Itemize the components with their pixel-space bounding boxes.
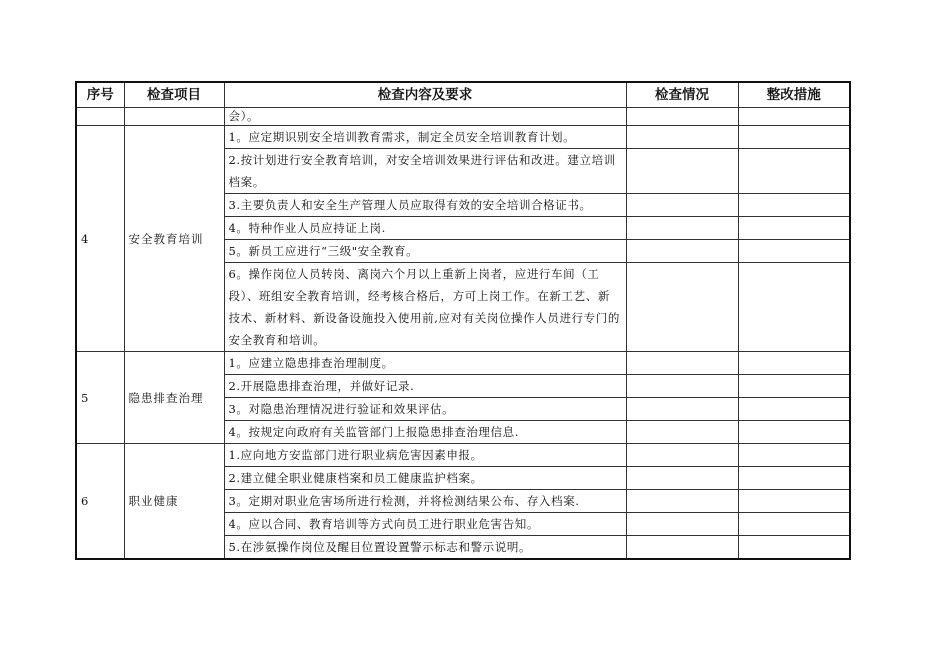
- content-cell: 1。应定期识别安全培训教育需求，制定全员安全培训教育计划。: [224, 126, 626, 149]
- measures-cell: [738, 352, 850, 375]
- status-cell: [626, 194, 738, 217]
- measures-cell: [738, 375, 850, 398]
- measures-cell: [738, 398, 850, 421]
- status-cell: [626, 536, 738, 560]
- content-cell: 1.应向地方安监部门进行职业病危害因素申报。: [224, 444, 626, 467]
- table-row: [76, 444, 850, 467]
- measures-cell: [738, 263, 850, 352]
- section-number: 4: [76, 126, 124, 352]
- table-row: [76, 126, 850, 149]
- content-cell: 6。操作岗位人员转岗、离岗六个月以上重新上岗者，应进行车间（工段）、班组安全教育培训，经考核合格后，方可上岗工作。在新工艺、新技术、新材料、新设备设施投入使用前,应对有关岗位操作人员进行专门的安全教育和培训。: [224, 263, 626, 352]
- measures-cell: [738, 444, 850, 467]
- content-cell: 5。新员工应进行“三级"安全教育。: [224, 240, 626, 263]
- status-cell: [626, 240, 738, 263]
- status-cell: [626, 398, 738, 421]
- number-cell: [76, 108, 124, 126]
- status-cell: [626, 513, 738, 536]
- measures-cell: [738, 421, 850, 444]
- status-cell: [626, 421, 738, 444]
- table-row: [76, 352, 850, 375]
- content-cell: 5.在涉氨操作岗位及醒目位置设置警示标志和警示说明。: [224, 536, 626, 560]
- measures-cell: [738, 240, 850, 263]
- status-cell: [626, 490, 738, 513]
- status-cell: [626, 375, 738, 398]
- measures-cell: [738, 149, 850, 194]
- header-item: 检查项目: [124, 82, 224, 108]
- measures-cell: [738, 490, 850, 513]
- content-cell: 3.主要负责人和安全生产管理人员应取得有效的安全培训合格证书。: [224, 194, 626, 217]
- inspection-table: [75, 81, 851, 560]
- content-cell: 4。特种作业人员应持证上岗.: [224, 217, 626, 240]
- status-cell: [626, 263, 738, 352]
- header-number: 序号: [76, 82, 124, 108]
- content-cell: 1。应建立隐患排查治理制度。: [224, 352, 626, 375]
- section-number: 6: [76, 444, 124, 560]
- measures-cell: [738, 108, 850, 126]
- measures-cell: [738, 513, 850, 536]
- status-cell: [626, 108, 738, 126]
- content-cell: 4。按规定向政府有关监管部门上报隐患排查治理信息.: [224, 421, 626, 444]
- content-cell: 3。定期对职业危害场所进行检测，并将检测结果公布、存入档案.: [224, 490, 626, 513]
- header-content: 检查内容及要求: [224, 82, 626, 108]
- content-cell: 2.按计划进行安全教育培训，对安全培训效果进行评估和改进。建立培训档案。: [224, 149, 626, 194]
- content-cell: 2.建立健全职业健康档案和员工健康监护档案。: [224, 467, 626, 490]
- status-cell: [626, 126, 738, 149]
- section-number: 5: [76, 352, 124, 444]
- header-measures: 整改措施: [738, 82, 850, 108]
- section-item: 安全教育培训: [124, 126, 224, 352]
- content-cell: 会）。: [224, 108, 626, 126]
- status-cell: [626, 444, 738, 467]
- status-cell: [626, 467, 738, 490]
- status-cell: [626, 217, 738, 240]
- section-item: 隐患排查治理: [124, 352, 224, 444]
- content-cell: 2.开展隐患排查治理，并做好记录.: [224, 375, 626, 398]
- measures-cell: [738, 536, 850, 560]
- table-header-row: [76, 82, 850, 108]
- header-status: 检查情况: [626, 82, 738, 108]
- status-cell: [626, 352, 738, 375]
- table-row: [76, 108, 850, 126]
- status-cell: [626, 149, 738, 194]
- measures-cell: [738, 467, 850, 490]
- section-item: 职业健康: [124, 444, 224, 560]
- measures-cell: [738, 194, 850, 217]
- content-cell: 3。对隐患治理情况进行验证和效果评估。: [224, 398, 626, 421]
- item-cell: [124, 108, 224, 126]
- measures-cell: [738, 126, 850, 149]
- content-cell: 4。应以合同、教育培训等方式向员工进行职业危害告知。: [224, 513, 626, 536]
- measures-cell: [738, 217, 850, 240]
